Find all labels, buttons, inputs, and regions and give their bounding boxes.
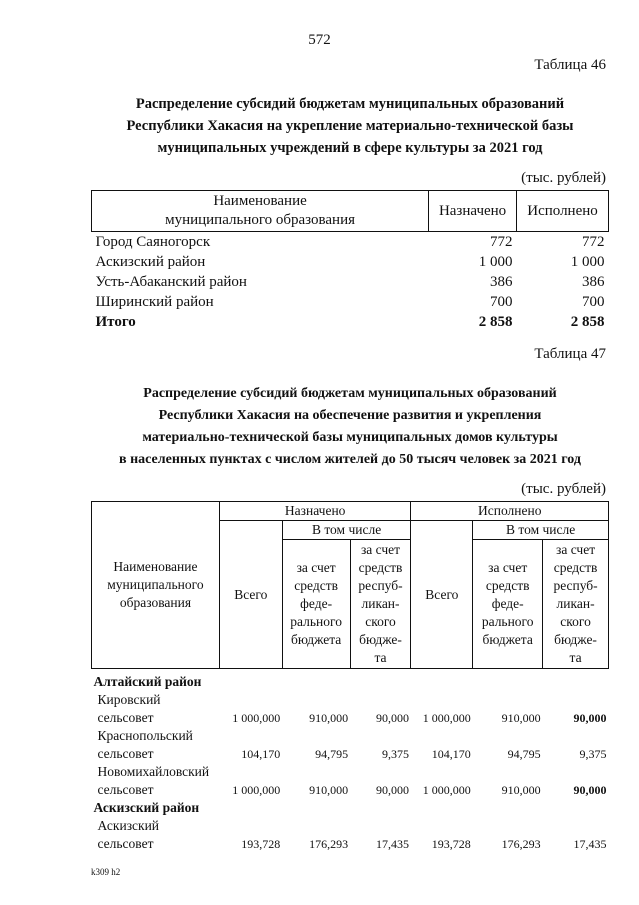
header-line: средств — [358, 560, 403, 575]
header-line: та — [374, 650, 387, 665]
title-line: материально-технической базы муниципальных домов культуры — [142, 430, 558, 445]
title-line: Распределение субсидий бюджетам муниципальных образований — [143, 386, 557, 401]
header-line: муниципального — [107, 577, 204, 592]
total-label: Итого — [95, 313, 136, 330]
row-executed: 386 — [582, 273, 605, 290]
assigned-total: 1 000,000 — [232, 711, 281, 725]
row-executed: 772 — [582, 233, 605, 250]
header-line: за счет — [488, 560, 528, 575]
column-header-name — [92, 502, 220, 669]
executed-total: 193,728 — [431, 837, 471, 851]
total-assigned: 2 858 — [478, 313, 513, 330]
row-name — [92, 817, 220, 853]
assigned-total: 1 000,000 — [232, 783, 281, 797]
row-assigned: 772 — [490, 233, 513, 250]
executed-federal: 910,000 — [501, 711, 541, 725]
header-line: за счет — [360, 542, 401, 557]
column-header-assigned-including: В том числе — [282, 521, 411, 540]
assigned-republic: 17,435 — [375, 837, 409, 851]
executed-federal: 910,000 — [501, 783, 541, 797]
executed-federal: 94,795 — [507, 747, 541, 761]
assigned-federal: 910,000 — [309, 711, 349, 725]
row-assigned: 386 — [490, 273, 513, 290]
executed-republic: 90,000 — [573, 711, 607, 725]
table-47-label: Таблица 47 — [534, 346, 606, 362]
row-name — [92, 691, 220, 727]
table-row — [92, 691, 609, 727]
row-name — [92, 727, 220, 763]
header-line: средств — [553, 560, 598, 575]
name-line: Новомихайловский — [97, 764, 210, 779]
executed-total: 1 000,000 — [422, 711, 471, 725]
table-47-units: (тыс. рублей) — [521, 481, 606, 497]
column-header-executed: Исполнено — [517, 191, 609, 232]
table-row — [92, 727, 609, 763]
title-line: Республики Хакасия на укрепление материально-технической базы — [126, 118, 574, 134]
header-line: бюдже- — [359, 632, 402, 647]
header-line: респуб- — [358, 578, 403, 593]
header-line: Наименование — [113, 559, 198, 574]
region-name: Алтайский район — [93, 674, 202, 689]
executed-republic: 9,375 — [579, 747, 607, 761]
header-line: бюджета — [482, 632, 533, 647]
header-line: рального — [290, 614, 342, 629]
table-46 — [91, 190, 609, 332]
executed-total: 104,170 — [431, 747, 471, 761]
header-line: ликан- — [361, 596, 400, 611]
column-header-assigned-total: Всего — [219, 521, 282, 669]
row-executed: 700 — [582, 293, 605, 310]
name-line: сельсовет — [97, 782, 154, 797]
column-group-executed: Исполнено — [411, 502, 609, 521]
header-line: бюджета — [290, 632, 342, 647]
region-row — [92, 669, 609, 692]
assigned-total: 193,728 — [241, 837, 281, 851]
header-line: за счет — [296, 560, 336, 575]
header-line: феде- — [491, 596, 524, 611]
header-line: респуб- — [553, 578, 598, 593]
name-line: Кировский — [97, 692, 161, 707]
name-line: Аскизский — [97, 818, 160, 833]
header-line: феде- — [300, 596, 333, 611]
title-line: Республики Хакасия на обеспечение развития и укрепления — [158, 408, 542, 423]
column-header-assigned-republic — [350, 540, 411, 669]
executed-republic: 17,435 — [573, 837, 607, 851]
assigned-federal: 910,000 — [309, 783, 349, 797]
table-row — [92, 292, 609, 312]
header-line: бюдже- — [554, 632, 597, 647]
table-row — [92, 763, 609, 799]
column-header-assigned: Назначено — [429, 191, 517, 232]
assigned-republic: 90,000 — [375, 711, 409, 725]
header-line: Наименование — [213, 193, 307, 209]
assigned-republic: 90,000 — [375, 783, 409, 797]
table-46-units: (тыс. рублей) — [521, 170, 606, 186]
assigned-federal: 94,795 — [315, 747, 349, 761]
assigned-total: 104,170 — [241, 747, 281, 761]
row-name: Усть-Абаканский район — [95, 273, 247, 290]
region-name: Аскизский район — [93, 800, 200, 815]
executed-republic: 90,000 — [573, 783, 607, 797]
header-line: средств — [294, 578, 338, 593]
table-46-label: Таблица 46 — [534, 57, 606, 73]
row-name: Город Саяногорск — [95, 233, 211, 250]
row-name: Ширинский район — [95, 293, 214, 310]
row-name: Аскизский район — [95, 253, 206, 270]
column-header-executed-federal — [473, 540, 543, 669]
header-line: ликан- — [556, 596, 595, 611]
column-header-executed-including: В том числе — [473, 521, 609, 540]
title-line: в населенных пунктах с числом жителей до 50 тысяч человек за 2021 год — [119, 452, 581, 467]
header-line: муниципального образования — [165, 212, 356, 228]
name-line: Краснопольский — [97, 728, 193, 743]
footer-code: k309 h2 — [91, 867, 121, 877]
row-executed: 1 000 — [570, 253, 605, 270]
table-46-title — [40, 93, 639, 159]
row-name — [92, 763, 220, 799]
header-line: та — [569, 650, 582, 665]
table-row — [92, 252, 609, 272]
header-line: за счет — [556, 542, 596, 557]
executed-total: 1 000,000 — [422, 783, 471, 797]
name-line: сельсовет — [97, 710, 154, 725]
table-row — [92, 817, 609, 853]
total-row — [92, 312, 609, 332]
name-line: сельсовет — [97, 746, 154, 761]
page-number: 572 — [308, 32, 331, 48]
region-row — [92, 799, 609, 817]
executed-federal: 176,293 — [501, 837, 541, 851]
table-47 — [91, 501, 609, 853]
assigned-federal: 176,293 — [309, 837, 349, 851]
row-assigned: 700 — [490, 293, 513, 310]
column-header-name — [92, 191, 429, 232]
header-line: рального — [481, 614, 534, 629]
title-line: Распределение субсидий бюджетам муниципальных образований — [135, 96, 565, 112]
assigned-republic: 9,375 — [381, 747, 409, 761]
table-47-title — [40, 383, 639, 471]
header-line: ского — [365, 614, 396, 629]
name-line: сельсовет — [97, 836, 154, 851]
header-line: ского — [560, 614, 591, 629]
row-assigned: 1 000 — [478, 253, 513, 270]
total-executed: 2 858 — [570, 313, 605, 330]
header-line: средств — [485, 578, 530, 593]
table-row — [92, 272, 609, 292]
header-line: образования — [119, 595, 192, 610]
table-row — [92, 232, 609, 253]
column-header-executed-republic — [543, 540, 609, 669]
column-header-executed-total: Всего — [411, 521, 473, 669]
column-header-assigned-federal — [282, 540, 350, 669]
title-line: муниципальных учреждений в сфере культуры за 2021 год — [157, 140, 543, 156]
column-group-assigned: Назначено — [219, 502, 411, 521]
